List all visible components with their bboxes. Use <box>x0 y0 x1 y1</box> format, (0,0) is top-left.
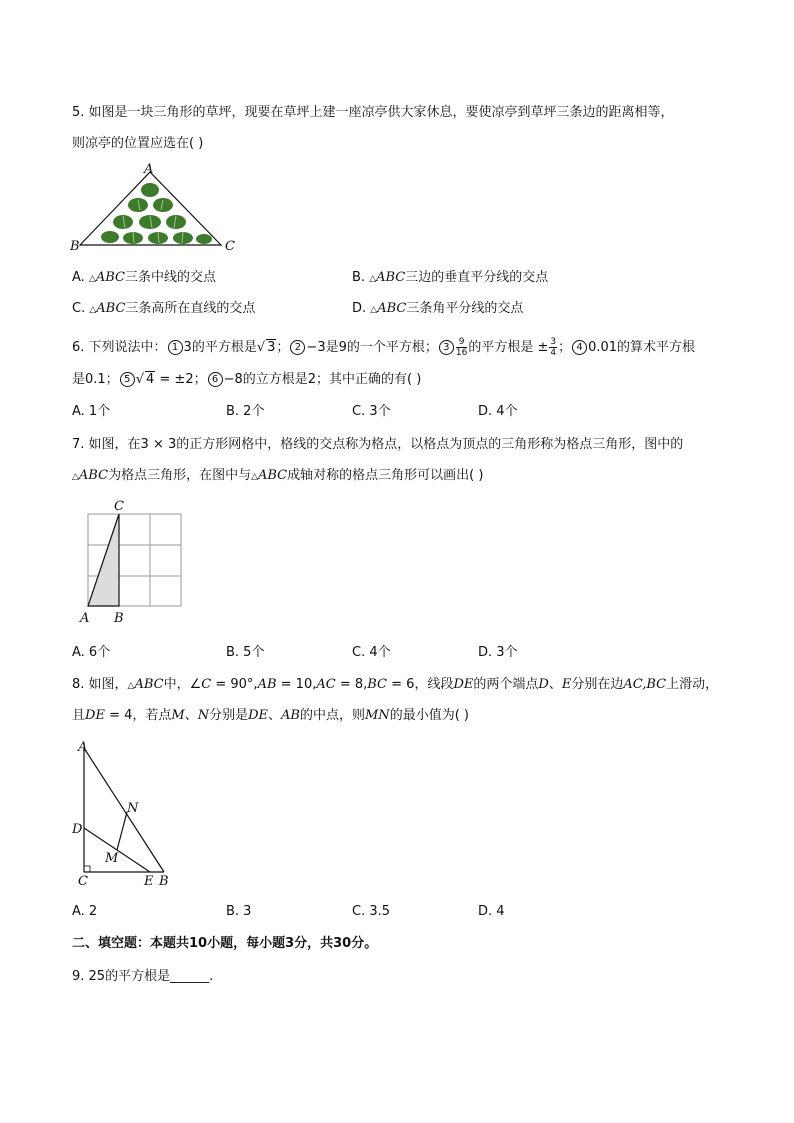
q8-option-a[interactable]: A. 2 <box>72 904 98 919</box>
q5-label-b: B <box>70 239 80 254</box>
q5-label-c: C <box>225 239 235 254</box>
q8-label-m: M <box>105 851 119 866</box>
section-heading: 二、填空题：本题共10小题，每小题3分，共30分。 <box>72 936 378 951</box>
q8-option-b[interactable]: B. 3 <box>226 904 252 919</box>
q8-option-c[interactable]: C. 3.5 <box>352 904 391 919</box>
q5-option-a[interactable]: A. △ABC三条中线的交点 <box>72 270 217 285</box>
q7-stem-line2: △ABC为格点三角形，在图中与△ABC成轴对称的格点三角形可以画出( ) <box>72 468 484 483</box>
q8-stem-line1: 8. 如图，△ABC中，∠C = 90°,AB = 10,AC = 8,BC = 6，线段DE的两个端点D、E分别在边AC,BC上滑动， <box>72 677 719 692</box>
q7-option-c[interactable]: C. 4个 <box>352 645 391 660</box>
q5-option-b[interactable]: B. △ABC三边的垂直平分线的交点 <box>352 270 549 285</box>
q7-stem-line1: 7. 如图，在3 × 3的正方形网格中，格线的交点称为格点，以格点为顶点的三角形称为格点三角形，图中的 <box>72 437 684 452</box>
q8-label-c: C <box>78 874 88 886</box>
q9-answer-blank[interactable]: ______ <box>170 969 210 984</box>
q8-stem-line2: 且DE = 4，若点M、N分别是DE、AB的中点，则MN的最小值为( ) <box>72 708 469 723</box>
q9-stem: 9. 25的平方根是______. <box>72 969 214 984</box>
q8-label-d: D <box>72 822 83 837</box>
q8-label-a: A <box>78 740 88 755</box>
q7-option-a[interactable]: A. 6个 <box>72 645 111 660</box>
q7-option-d[interactable]: D. 3个 <box>478 645 518 660</box>
grass-image <box>101 183 212 244</box>
q7-label-c: C <box>114 499 124 514</box>
q5-option-d[interactable]: D. △ABC三条角平分线的交点 <box>352 301 524 316</box>
q8-triangle-figure <box>72 736 182 886</box>
q5-option-c[interactable]: C. △ABC三条高所在直线的交点 <box>72 301 256 316</box>
q8-label-n: N <box>127 801 139 816</box>
q7-option-b[interactable]: B. 5个 <box>226 645 265 660</box>
q6-option-a[interactable]: A. 1个 <box>72 404 111 419</box>
q8-label-e: E <box>144 874 154 886</box>
q7-label-b: B <box>114 611 124 626</box>
q6-stem-line2: 是0.1； 5 √ 4 = ±2； 6 −8的立方根是2；其中正确的有( ) <box>72 372 422 387</box>
q5-stem-line1: 5. 如图是一块三角形的草坪，现要在草坪上建一座凉亭供大家休息，要使凉亭到草坪三条边的距离相等， <box>72 105 674 120</box>
q6-option-d[interactable]: D. 4个 <box>478 404 518 419</box>
q6-stem-line1: 6. 下列说法中： 1 3的平方根是√ 3； 2 −3是9的一个平方根； 3 $\frac{9}{16}$ 的平方根是 ± $\frac{3}{4}$ ； 4 0.01的算术平方根 <box>72 337 696 358</box>
q5-triangle-figure <box>68 160 248 260</box>
q6-option-c[interactable]: C. 3个 <box>352 404 391 419</box>
q5-stem-line2: 则凉亭的位置应选在( ) <box>72 136 204 151</box>
q8-option-d[interactable]: D. 4 <box>478 904 505 919</box>
q7-grid-figure <box>76 496 188 628</box>
q7-triangle-abc <box>88 514 119 606</box>
q6-option-b[interactable]: B. 2个 <box>226 404 265 419</box>
q7-label-a: A <box>80 611 90 626</box>
q5-label-a: A <box>144 162 154 177</box>
q8-label-b: B <box>159 874 169 886</box>
